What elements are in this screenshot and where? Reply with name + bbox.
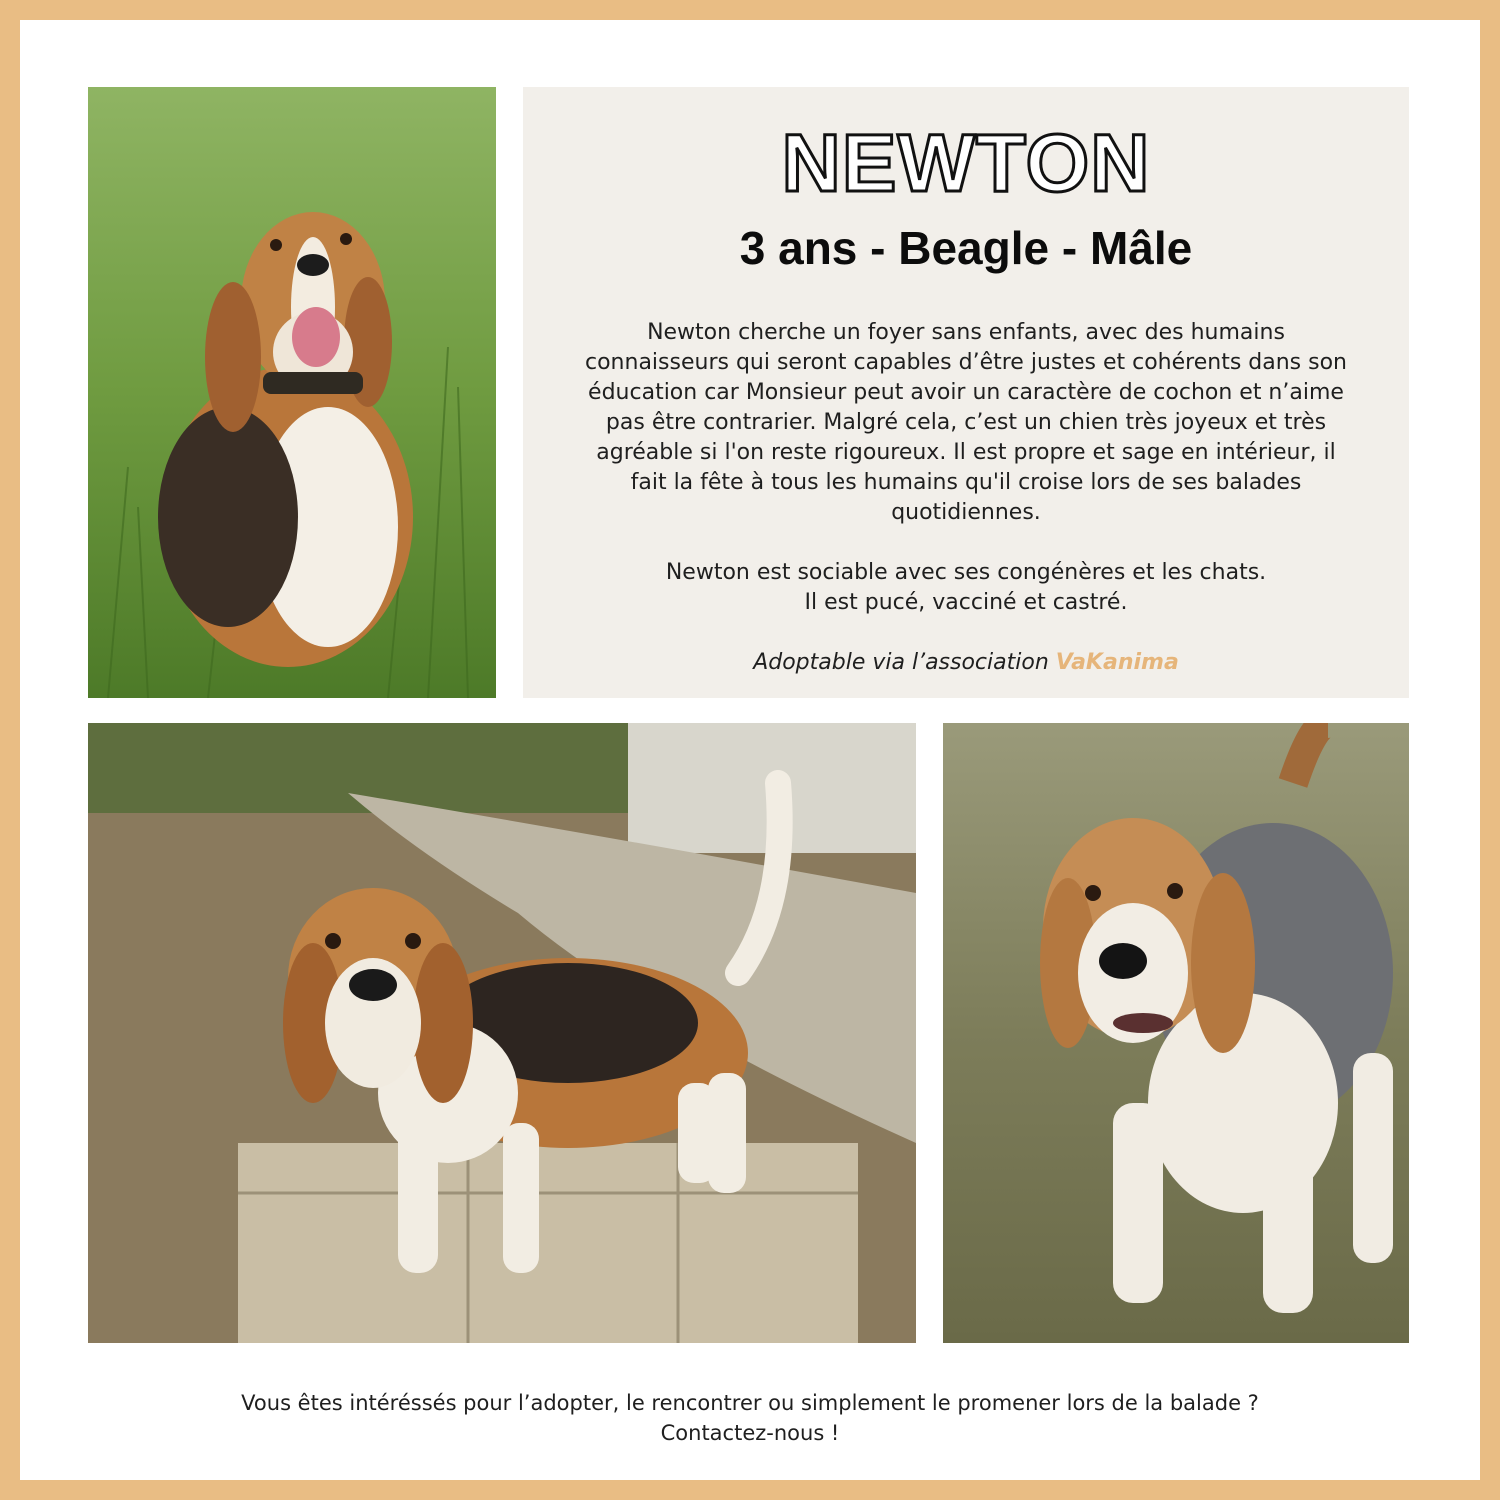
contact-footer — [20, 1388, 1480, 1448]
dog-social-info — [581, 558, 1351, 618]
dog-name: NEWTON — [781, 118, 1151, 209]
dog-subtitle: 3 ans - Beagle - Mâle — [739, 222, 1193, 274]
adoption-card — [20, 20, 1480, 1480]
dog-photo-path — [88, 723, 916, 1343]
adoption-line — [581, 648, 1351, 678]
dog-photo-sitting — [88, 87, 496, 698]
association-name: VaKanima — [1055, 649, 1179, 675]
dog-description-block — [581, 318, 1351, 678]
footer-contact-cta: Contactez-nous ! — [660, 1421, 840, 1445]
dog-social-line-2: Il est pucé, vacciné et castré. — [804, 589, 1128, 615]
adoption-text: Adoptable via l’association — [753, 649, 1056, 675]
footer-line-1: Vous êtes intéréssés pour l’adopter, le rencontrer ou simplement le promener lors de la balade ? — [241, 1391, 1259, 1415]
dog-info-panel — [523, 87, 1409, 698]
dog-photo-field — [943, 723, 1409, 1343]
dog-social-line-1: Newton est sociable avec ses congénères et les chats. — [665, 559, 1267, 585]
dog-description: Newton cherche un foyer sans enfants, avec des humains connaisseurs qui seront capables d’être justes et cohérents dans son éducation car Monsieur peut avoir un caractère de cochon et n’aime pas être contrarier. Malgré cela, c’est un chien très joyeux et très agréable si l'on reste rigoureux. Il est propre et sage en intérieur, il fait la fête à tous les humains qu'il croise lors de ses balades quotidiennes. — [585, 319, 1347, 525]
